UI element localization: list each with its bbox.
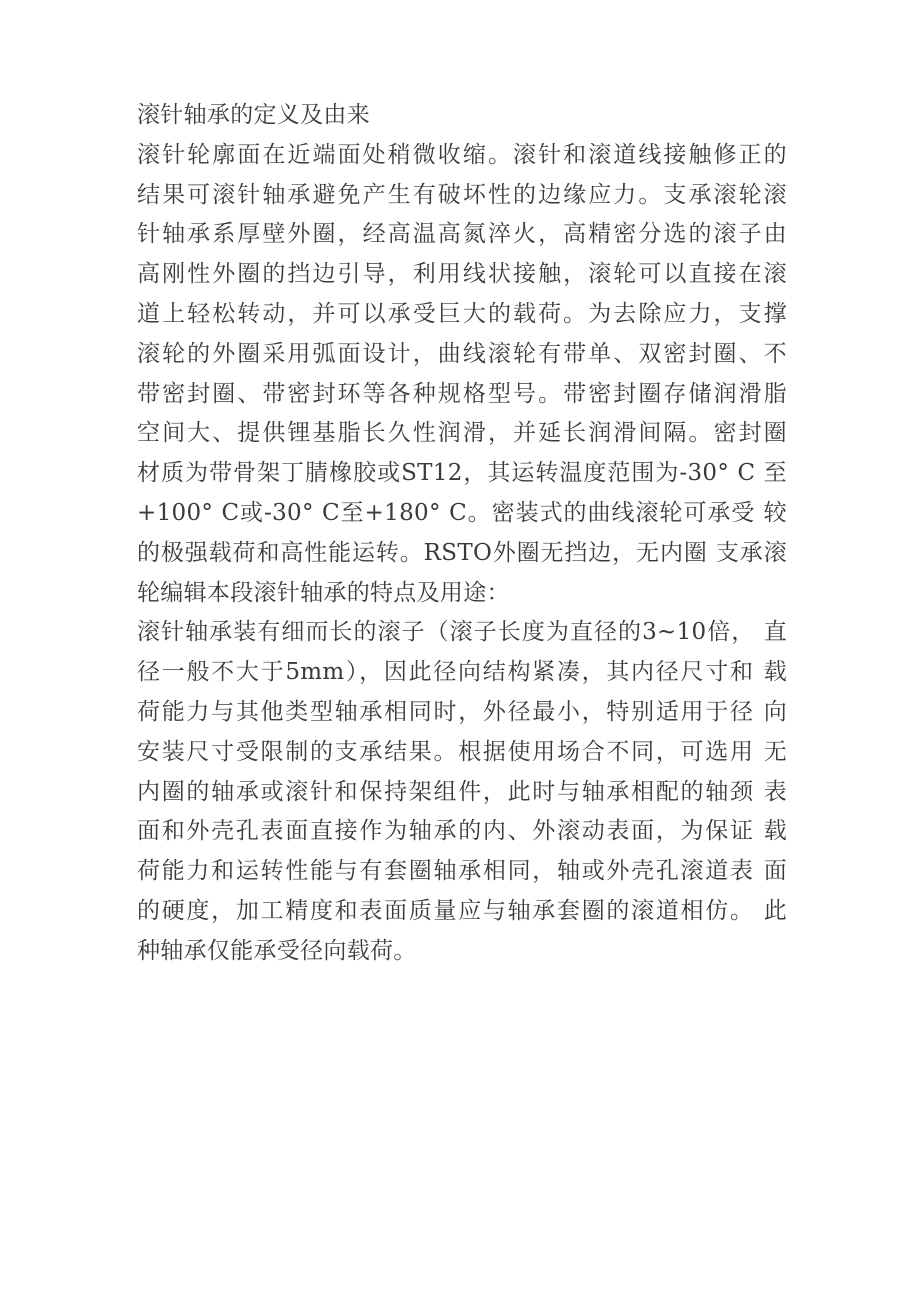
- text-line: 针轴承系厚壁外圈，经高温高氮淬火，高精密分选的滚子由: [137, 221, 787, 248]
- text-line: 滚针轮廓面在近端面处稍微收缩。滚针和滚道线接触修正的: [137, 141, 787, 168]
- text-line: 的极强载荷和高性能运转。RSTO外圈无挡边，无内圈 支承滚: [137, 539, 787, 566]
- text-line: 结果可滚针轴承避免产生有破坏性的边缘应力。支承滚轮滚: [137, 181, 787, 208]
- text-line: 荷能力与其他类型轴承相同时，外径最小，特别适用于径 向: [137, 698, 787, 725]
- text-line: 空间大、提供锂基脂长久性润滑，并延长润滑间隔。密封圈: [137, 420, 787, 447]
- text-line: 安装尺寸受限制的支承结果。根据使用场合不同，可选用 无: [137, 738, 787, 765]
- text-line: 道上轻松转动，并可以承受巨大的载荷。为去除应力，支撑: [137, 300, 787, 327]
- text-line: 材质为带骨架丁腈橡胶或ST12，其运转温度范围为-30° C 至: [137, 460, 787, 487]
- document-title: 滚针轴承的定义及由来: [137, 102, 370, 128]
- text-line: 带密封圈、带密封环等各种规格型号。带密封圈存储润滑脂: [137, 380, 787, 407]
- text-line: 荷能力和运转性能与有套圈轴承相同，轴或外壳孔滚道表 面: [137, 858, 787, 885]
- section-heading-line: 轮编辑本段滚针轴承的特点及用途：: [137, 579, 510, 606]
- text-line: 的硬度，加工精度和表面质量应与轴承套圈的滚道相仿。 此: [137, 897, 787, 924]
- text-line: +100° C或-30° C至+180° C。密装式的曲线滚轮可承受 较: [137, 499, 787, 526]
- text-line: 面和外壳孔表面直接作为轴承的内、外滚动表面，为保证 载: [137, 818, 787, 845]
- text-line: 滚轮的外圈采用弧面设计，曲线滚轮有带单、双密封圈、不: [137, 340, 787, 367]
- text-line: 高刚性外圈的挡边引导，利用线状接触，滚轮可以直接在滚: [137, 261, 787, 288]
- text-line: 内圈的轴承或滚针和保持架组件，此时与轴承相配的轴颈 表: [137, 778, 787, 805]
- text-line: 径一般不大于5mm），因此径向结构紧凑，其内径尺寸和 载: [137, 659, 787, 686]
- text-line: 滚针轴承装有细而长的滚子（滚子长度为直径的3~10倍， 直: [137, 619, 787, 646]
- document-body: [137, 96, 787, 972]
- text-line-last: 种轴承仅能承受径向载荷。: [137, 937, 417, 964]
